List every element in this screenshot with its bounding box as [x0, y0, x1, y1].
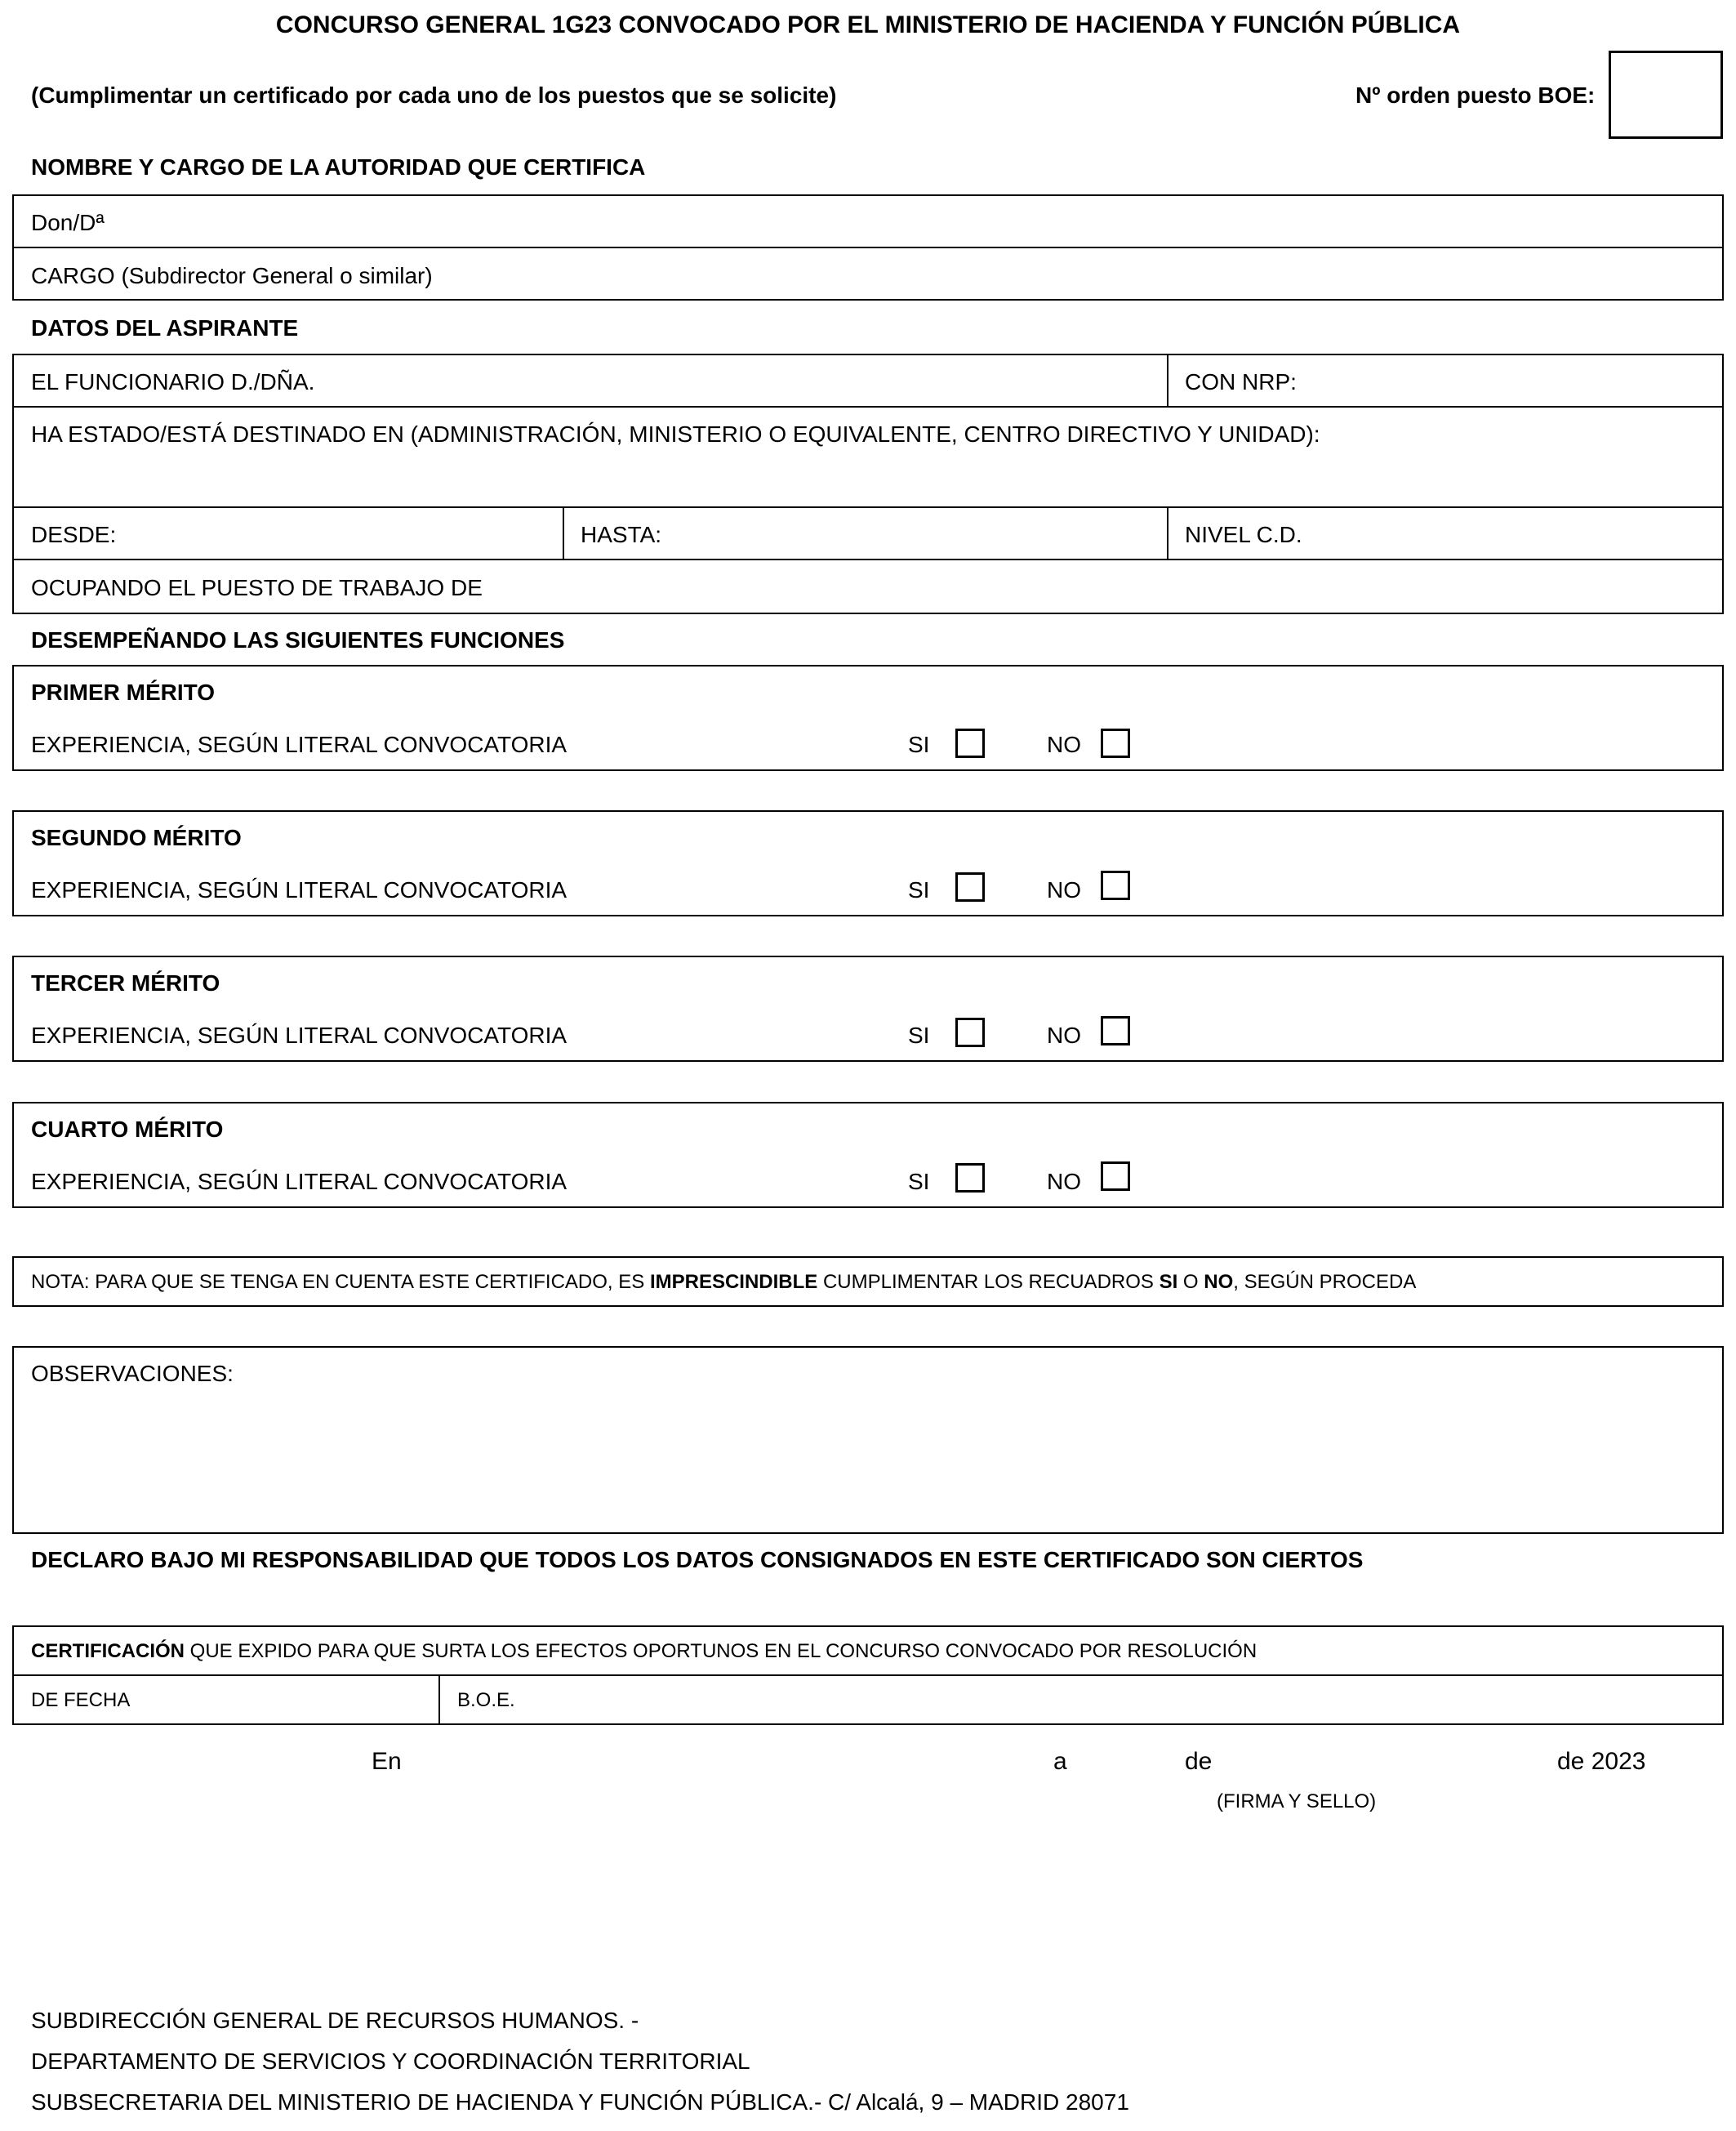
footer-line-2: DEPARTAMENTO DE SERVICIOS Y COORDINACIÓN TERRITORIAL	[31, 2049, 750, 2074]
no-label-4: NO	[1047, 1169, 1081, 1194]
observations-label: OBSERVACIONES:	[31, 1361, 234, 1386]
footer-line-1: SUBDIRECCIÓN GENERAL DE RECURSOS HUMANOS. -	[31, 2008, 639, 2033]
merit-3-yes-checkbox[interactable]	[955, 1018, 985, 1047]
no-label-1: NO	[1047, 732, 1081, 757]
note-middle: CUMPLIMENTAR LOS RECUADROS	[817, 1271, 1160, 1293]
divider	[12, 559, 1724, 560]
merit-title-1: PRIMER MÉRITO	[31, 680, 216, 705]
divider	[12, 406, 1724, 408]
observations-box[interactable]	[12, 1346, 1724, 1534]
merit-1-no-checkbox[interactable]	[1101, 729, 1130, 758]
signature-stamp-label: (FIRMA Y SELLO)	[1217, 1790, 1377, 1812]
boe-field[interactable]: B.O.E.	[457, 1689, 515, 1711]
day-label: a	[1053, 1748, 1067, 1775]
note-si: SI	[1159, 1271, 1178, 1293]
experience-label-1: EXPERIENCIA, SEGÚN LITERAL CONVOCATORIA	[31, 732, 568, 757]
place-label: En	[372, 1748, 402, 1775]
level-field[interactable]: NIVEL C.D.	[1185, 522, 1302, 547]
year-label: de 2023	[1557, 1748, 1646, 1775]
merit-1-yes-checkbox[interactable]	[955, 729, 985, 758]
page-title: CONCURSO GENERAL 1G23 CONVOCADO POR EL MINISTERIO DE HACIENDA Y FUNCIÓN PÚBLICA	[275, 11, 1461, 38]
certification-bold: CERTIFICACIÓN	[31, 1640, 185, 1662]
nrp-field[interactable]: CON NRP:	[1185, 369, 1297, 395]
note-prefix: NOTA: PARA QUE SE TENGA EN CUENTA ESTE CERTIFICADO, ES	[31, 1271, 650, 1293]
note-text	[31, 1273, 1416, 1292]
functions-section-title: DESEMPEÑANDO LAS SIGUIENTES FUNCIONES	[31, 627, 565, 653]
destination-field[interactable]: HA ESTADO/ESTÁ DESTINADO EN (ADMINISTRACIÓN, MINISTERIO O EQUIVALENTE, CENTRO DIRECTIVO Y UNIDAD):	[31, 421, 1320, 447]
footer-line-3: SUBSECRETARIA DEL MINISTERIO DE HACIENDA Y FUNCIÓN PÚBLICA.- C/ Alcalá, 9 – MADRID 28071	[31, 2089, 1129, 2115]
authority-position-field[interactable]: CARGO (Subdirector General o similar)	[31, 263, 433, 288]
yes-label-1: SI	[908, 732, 930, 757]
declaration-text: DECLARO BAJO MI RESPONSABILIDAD QUE TODOS LOS DATOS CONSIGNADOS EN ESTE CERTIFICADO SON CIERTOS	[31, 1547, 1364, 1572]
month-label: de	[1185, 1748, 1213, 1775]
experience-label-4: EXPERIENCIA, SEGÚN LITERAL CONVOCATORIA	[31, 1169, 568, 1194]
merit-3-no-checkbox[interactable]	[1101, 1016, 1130, 1045]
merit-2-yes-checkbox[interactable]	[955, 872, 985, 902]
divider	[12, 1674, 1724, 1676]
merit-title-3: TERCER MÉRITO	[31, 970, 220, 996]
merit-4-yes-checkbox[interactable]	[955, 1163, 985, 1193]
boe-order-input-box[interactable]	[1609, 51, 1723, 139]
note-suffix: , SEGÚN PROCEDA	[1233, 1271, 1417, 1293]
merit-2-no-checkbox[interactable]	[1101, 871, 1130, 900]
divider	[438, 1674, 440, 1725]
merit-title-4: CUARTO MÉRITO	[31, 1117, 224, 1142]
boe-order-label: Nº orden puesto BOE:	[1355, 82, 1596, 108]
divider	[12, 506, 1724, 508]
experience-label-3: EXPERIENCIA, SEGÚN LITERAL CONVOCATORIA	[31, 1023, 568, 1048]
authority-section-title: NOMBRE Y CARGO DE LA AUTORIDAD QUE CERTIFICA	[31, 154, 646, 180]
merit-4-no-checkbox[interactable]	[1101, 1161, 1130, 1191]
from-date-field[interactable]: DESDE:	[31, 522, 117, 547]
official-name-field[interactable]: EL FUNCIONARIO D./DÑA.	[31, 369, 315, 395]
until-date-field[interactable]: HASTA:	[581, 522, 662, 547]
instruction-text: (Cumplimentar un certificado por cada uno de los puestos que se solicite)	[31, 82, 837, 108]
divider	[1167, 506, 1168, 560]
divider	[12, 247, 1724, 248]
applicant-section-title: DATOS DEL ASPIRANTE	[31, 315, 299, 341]
note-no: NO	[1204, 1271, 1234, 1293]
merit-title-2: SEGUNDO MÉRITO	[31, 825, 242, 850]
job-position-field[interactable]: OCUPANDO EL PUESTO DE TRABAJO DE	[31, 575, 483, 600]
note-emphasis: IMPRESCINDIBLE	[649, 1271, 818, 1293]
divider	[563, 506, 564, 560]
yes-label-4: SI	[908, 1169, 930, 1194]
certification-text	[31, 1642, 1257, 1661]
authority-name-field[interactable]: Don/Dª	[31, 210, 105, 235]
date-field[interactable]: DE FECHA	[31, 1689, 131, 1711]
yes-label-3: SI	[908, 1023, 930, 1048]
divider	[1167, 354, 1168, 408]
experience-label-2: EXPERIENCIA, SEGÚN LITERAL CONVOCATORIA	[31, 877, 568, 903]
yes-label-2: SI	[908, 877, 930, 903]
no-label-3: NO	[1047, 1023, 1081, 1048]
no-label-2: NO	[1047, 877, 1081, 903]
certification-rest: QUE EXPIDO PARA QUE SURTA LOS EFECTOS OPORTUNOS EN EL CONCURSO CONVOCADO POR RESOLUCIÓN	[185, 1640, 1257, 1662]
note-o: O	[1177, 1271, 1204, 1293]
